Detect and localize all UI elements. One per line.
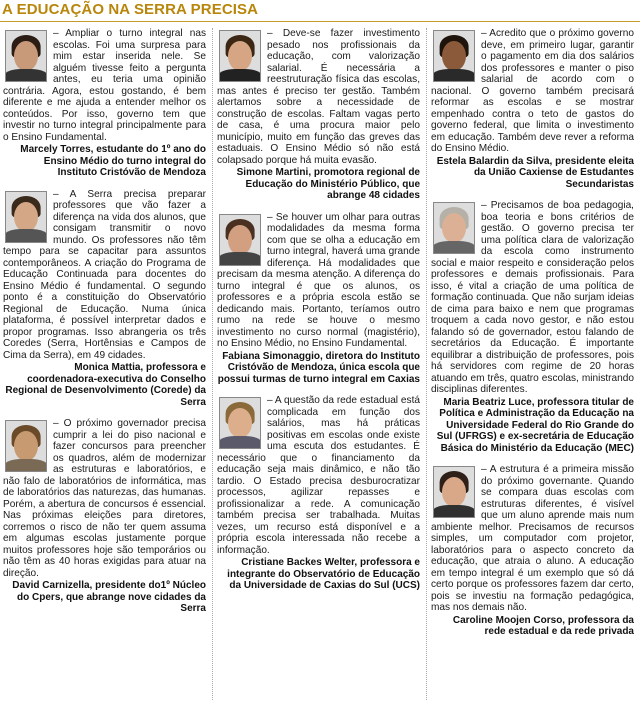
quote-estela-balardin	[431, 28, 634, 190]
quote-signature: Maria Beatriz Luce, professora titular de Política e Administração da Educação na Universidade Federal do Rio Grande do Sul (UFRGS) e ex-secretária de Educação Básica do Ministério da Educação (MEC)	[436, 396, 634, 454]
photo-estela-balardin	[433, 30, 475, 82]
page-title: A EDUCAÇÃO NA SERRA PRECISA	[2, 1, 259, 18]
quote-signature: Caroline Moojen Corso, professora da rede estadual e da rede privada	[452, 614, 634, 637]
quote-signature: Estela Balardin da Silva, presidente eleita da União Caxiense de Estudantes Secundaristas	[436, 155, 634, 190]
quote-signature: Monica Mattia, professora e coordenadora-executiva do Conselho Regional de Desenvolvimento (Corede) da Serra	[5, 362, 206, 408]
quote-signature: Cristiane Backes Welter, professora e integrante do Observatório de Educação da Universidade de Caxias do Sul (UCS)	[227, 557, 420, 591]
quote-david-carnizella	[3, 418, 206, 615]
quote-text: – Deve-se fazer investimento pesado nos profissionais da educação, com valorização salarial. É necessária a reestruturação física das escolas, mas antes é preciso ter gestão. Também alertamos sobre a necessidade de construção de escolas. Faltam vagas perto de casa, é uma procura maior pelo município, muito em função das greves das estaduais. O Ensino Médio só não está colapsado porque há muita evasão.	[217, 28, 420, 166]
quote-text: – Precisamos de boa pedagogia, boa teoria e bons critérios de gestão. O governo precisa ter uma política clara de valorização da escola como instrumento social e maior respeito e consideração pelos professores e demais profissionais. Para isso, é vital a criação de uma política de formação continuada. Que não surjam ideias de cima para baixo e nem que programas troquem a cada novo gestor, e não estou falando só de governador, estou falando de secretários da Educação. É importante equilibrar a distribuição de professores, pois há servidores com regime de 20 horas atuando em três, quatro escolas, ministrando disciplinas diferentes.	[431, 200, 634, 395]
quote-monica-mattia	[3, 189, 206, 409]
photo-fabiana-simonaggio	[219, 214, 261, 266]
quote-text: – Acredito que o próximo governo deve, em primeiro lugar, garantir o pagamento em dia dos salários dos professores e manter o piso salarial de acordo com o nacional. O governo também precisará reformar as escolas e se mostrar empenhado contra o teto de gastos do governo federal, que limita o investimento em educação. Também deve rever a reforma do Ensino Médio.	[431, 28, 634, 154]
photo-caroline-moojen-corso	[433, 466, 475, 518]
quote-fabiana-simonaggio	[217, 212, 420, 386]
quote-text: – O próximo governador precisa cumprir a lei do piso nacional e fazer concursos para preencher os quadros, além de modernizar as estruturas e laboratórios, e não falo de laboratórios de informática, mas de laboratórios das naturezas, das humanas. Porém, a abertura de concursos é essencial. Nas próximas eleições para diretores, corremos o risco de não ter quem assuma em algumas escolas justamente porque muitos professores hoje são temporários ou não têm as 40 horas exigidas para atuar na direção.	[3, 418, 206, 579]
quote-cristiane-backes-welter	[217, 395, 420, 592]
photo-marcely-torres	[5, 30, 47, 82]
quote-marcely-torres	[3, 28, 206, 179]
column-3	[431, 28, 634, 700]
page-header	[0, 0, 640, 22]
column-1	[3, 28, 206, 700]
photo-monica-mattia	[5, 191, 47, 243]
quote-signature: Simone Martini, promotora regional de Educação do Ministério Público, que abrange 48 cidades	[236, 167, 420, 201]
photo-simone-martini	[219, 30, 261, 82]
photo-cristiane-backes-welter	[219, 397, 261, 449]
quote-caroline-moojen-corso	[431, 464, 634, 638]
quote-text: – Ampliar o turno integral nas escolas. Foi uma surpresa para mim estar inserida nele. Se alguém tivesse feito a pergunta antes, eu teria uma opinião contrária. Agora, estou gostando, é bem diferente e me ajuda a entender melhor os conteúdos. Por isso, governo tem que investir no turno integral principalmente para o Ensino Fundamental.	[3, 28, 206, 143]
column-divider	[212, 28, 213, 700]
column-2	[217, 28, 420, 700]
quote-signature: David Carnizella, presidente do1º Núcleo do Cpers, que abrange nove cidades da Serra	[12, 580, 206, 614]
quote-maria-beatriz-luce	[431, 200, 634, 454]
quote-text: – A questão da rede estadual está complicada em função dos salários, mas há práticas positivas em escolas onde existe uma escuta dos estudantes. É necessário que o financiamento da educação seja mais dinâmico, e não tão tardio. O Estado precisa desburocratizar processos, agilizar repasses e profissionalizar a rede. A comunicação também precisa ser trabalhada. Muitas vezes, um recurso está disponível e a própria escola interessada não recebe a informação.	[217, 395, 420, 556]
quote-text: – Se houver um olhar para outras modalidades da mesma forma com que se olha a educação em turno integral, haverá uma grande diferença. Há modalidades que precisam da mesma atenção. A diferença do turno integral é que os alunos, os professores e a própria escola estão se dedicando mais. Portanto, teríamos outro rumo na rede se houve o mesmo investimento no curso normal (magistério), no Ensino Médio, no Ensino Fundamental.	[217, 211, 420, 349]
quote-signature: Fabiana Simonaggio, diretora do Instituto Cristóvão de Mendoza, única escola que possui turmas de turno integral em Caxias	[217, 350, 420, 385]
quote-simone-martini	[217, 28, 420, 202]
quote-text: – A estrutura é a primeira missão do próximo governante. Quando se compara duas escolas com estruturas diferentes, é visível que um aluno aprende mais num ambiente melhor. Precisamos de recursos simples, um computador com projetor, laboratórios para o aspecto concreto da educação, que atraia o aluno. A educação em tempo integral é um exemplo que só dá certo porque os professores fazem dar certo, pois se investiu na formação pedagógica, mas nos demais não.	[431, 464, 634, 613]
photo-david-carnizella	[5, 420, 47, 472]
quote-text: – A Serra precisa preparar professores que vão fazer a diferença na vida dos alunos, que consigam transmitir o novo mundo. Os professores não têm tempo para se capacitar para assuntos contemporâneos. A criação do Programa de Educação Continuada para docentes do Ensino Médio é fundamental. O segundo ponto é a constituição do Observatório Regional de Educação. Numa única plataforma, é possível interpretar dados e propor programas. Isso abrangeria os três Coredes (Serra, Hortênsias e Campos de Cima da Serra), em 49 cidades.	[3, 188, 206, 361]
column-divider	[426, 28, 427, 700]
quote-signature: Marcely Torres, estudante do 1º ano do Ensino Médio do turno integral do Instituto Cristóvão de Mendoza	[20, 144, 206, 178]
photo-maria-beatriz-luce	[433, 202, 475, 254]
